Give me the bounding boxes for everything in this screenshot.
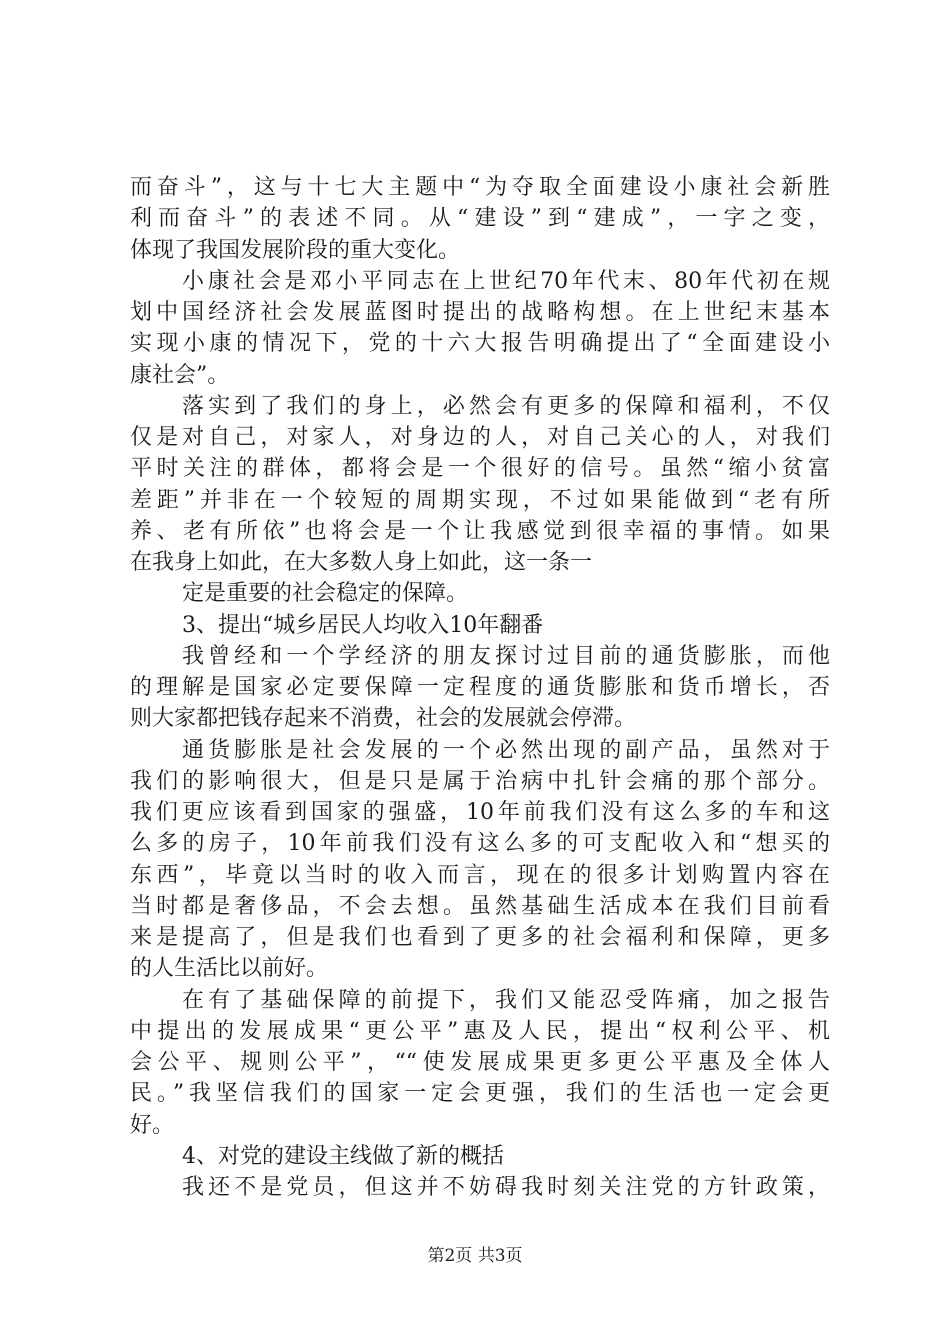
section-heading: 4、对党的建设主线做了新的概括 (182, 1144, 504, 1169)
text-line: 中提出的发展成果“更公平”惠及人民，提出“权利公平、机 (130, 1019, 830, 1044)
text-line: 通货膨胀是社会发展的一个必然出现的副产品，虽然对于 (182, 738, 830, 763)
text-line: 利而奋斗”的表述不同。从“建设”到“建成”，一字之变， (130, 206, 830, 231)
text-line: 划中国经济社会发展蓝图时提出的战略构想。在上世纪末基本 (130, 300, 830, 325)
text-line: 好。 (130, 1113, 175, 1138)
text-line: 东西”，毕竟以当时的收入而言，现在的很多计划购置内容在 (130, 863, 830, 888)
text-line: 会公平、规则公平”，““使发展成果更多更公平惠及全体人 (130, 1050, 830, 1075)
text-line: 当时都是奢侈品，不会去想。虽然基础生活成本在我们目前看 (130, 894, 830, 919)
text-line: 在有了基础保障的前提下，我们又能忍受阵痛，加之报告 (182, 988, 830, 1013)
text-line: 落实到了我们的身上，必然会有更多的保障和福利，不仅 (182, 394, 830, 419)
text-line: 则大家都把钱存起来不消费，社会的发展就会停滞。 (130, 706, 637, 731)
text-line: 民。”我坚信我们的国家一定会更强，我们的生活也一定会更 (130, 1081, 830, 1106)
text-line: 定是重要的社会稳定的保障。 (182, 581, 469, 606)
text-line: 小康社会是邓小平同志在上世纪70年代末、80年代初在规 (182, 269, 830, 294)
text-line: 我还不是党员，但这并不妨碍我时刻关注党的方针政策， (182, 1175, 830, 1200)
text-line: 的理解是国家必定要保障一定程度的通货膨胀和货币增长，否 (130, 675, 830, 700)
text-line: 养、老有所依”也将会是一个让我感觉到很幸福的事情。如果 (130, 519, 830, 544)
text-line: 在我身上如此，在大多数人身上如此，这一条一 (130, 550, 593, 575)
text-line: 差距”并非在一个较短的周期实现，不过如果能做到“老有所 (130, 488, 830, 513)
page-footer: 第2页 共3页 (427, 1246, 523, 1266)
text-line: 的人生活比以前好。 (130, 956, 329, 981)
text-line: 实现小康的情况下，党的十六大报告明确提出了“全面建设小 (130, 331, 830, 356)
text-line: 我们更应该看到国家的强盛，10年前我们没有这么多的车和这 (130, 800, 830, 825)
text-line: 康社会”。 (130, 363, 230, 388)
text-line: 平时关注的群体，都将会是一个很好的信号。虽然“缩小贫富 (130, 456, 830, 481)
text-line: 我们的影响很大，但是只是属于治病中扎针会痛的那个部分。 (130, 769, 830, 794)
text-line: 而奋斗”，这与十七大主题中“为夺取全面建设小康社会新胜 (130, 175, 830, 200)
text-line: 体现了我国发展阶段的重大变化。 (130, 238, 461, 263)
text-line: 我曾经和一个学经济的朋友探讨过目前的通货膨胀，而他 (182, 644, 830, 669)
text-line: 来是提高了，但是我们也看到了更多的社会福利和保障，更多 (130, 925, 830, 950)
text-line: 仅是对自己，对家人，对身边的人，对自己关心的人，对我们 (130, 425, 830, 450)
section-heading: 3、提出“城乡居民人均收入10年翻番 (182, 613, 544, 638)
text-line: 么多的房子，10年前我们没有这么多的可支配收入和“想买的 (130, 831, 830, 856)
